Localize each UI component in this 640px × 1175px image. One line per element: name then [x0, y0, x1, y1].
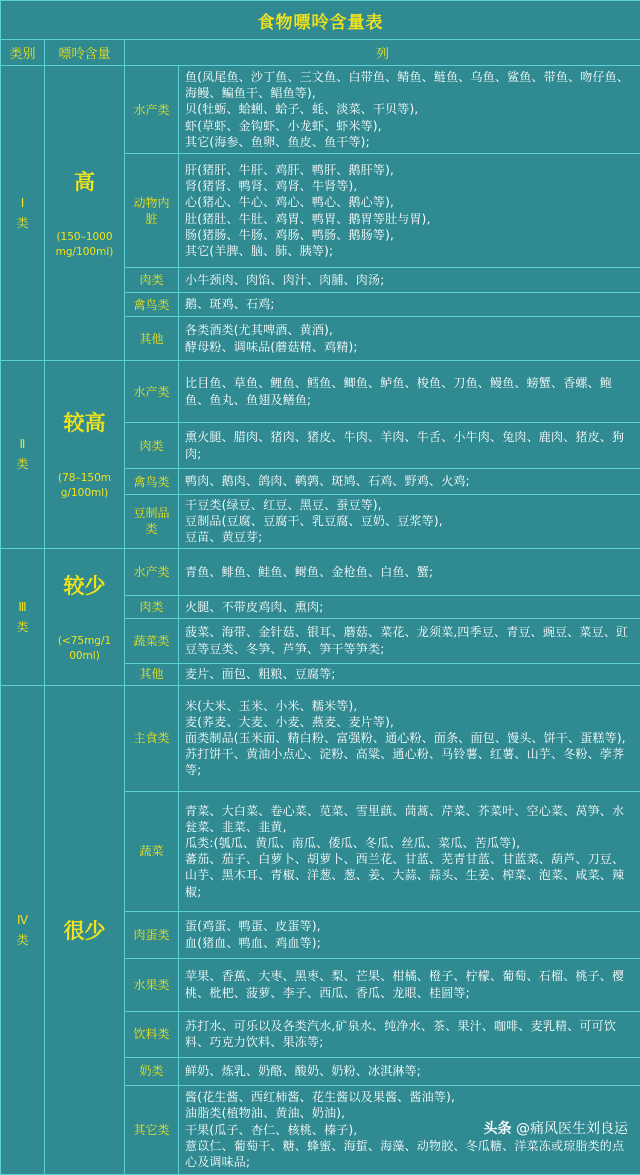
food-group-label: 主食类 — [125, 685, 179, 791]
food-list-cell — [179, 1057, 640, 1085]
food-list-line: 血(猪血、鸭血、鸡血等); — [185, 935, 636, 951]
food-list-line: 火腿、不带皮鸡肉、熏肉; — [185, 599, 636, 615]
food-list-line: 油脂类(植物油、黄油、奶油), — [185, 1105, 636, 1121]
food-list-line: 比目鱼、草鱼、鲤鱼、鳕鱼、鲫鱼、鲈鱼、梭鱼、刀鱼、鳗鱼、螃蟹、香螺、鲍鱼、鱼丸、鱼翅及鳝鱼; — [185, 375, 636, 407]
food-list-cell — [179, 1011, 640, 1057]
food-list-line: 酵母粉、调味品(蘑菇精、鸡精); — [185, 339, 636, 355]
food-list-line: 肾(猪肾、鸭肾、鸡肾、牛肾等), — [185, 178, 636, 194]
food-list-line: 瓜类:(瓠瓜、黄瓜、南瓜、倭瓜、冬瓜、丝瓜、菜瓜、苦瓜等), — [185, 835, 636, 851]
food-group-label: 肉类 — [125, 595, 179, 618]
table-row — [1, 66, 640, 154]
food-list-cell — [179, 317, 640, 361]
food-group-label: 动物内脏 — [125, 154, 179, 268]
food-group-label: 禽鸟类 — [125, 469, 179, 495]
food-list-line: 面类制品(玉米面、精白粉、富强粉、通心粉、面条、面包、馒头、饼干、蛋糕等), — [185, 730, 636, 746]
food-group-label: 禽鸟类 — [125, 293, 179, 317]
food-group-label: 其他 — [125, 317, 179, 361]
food-list-cell — [179, 361, 640, 423]
food-group-label: 肉蛋类 — [125, 911, 179, 958]
food-list-line: 鱼(凤尾鱼、沙丁鱼、三文鱼、白带鱼、鲭鱼、鲢鱼、乌鱼、鲨鱼、带鱼、吻仔鱼、海鳗、鳊鱼干、鲳鱼等), — [185, 69, 636, 101]
food-list-line: 鸭肉、鹅肉、鸽肉、鹌鹑、斑鸠、石鸡、野鸡、火鸡; — [185, 473, 636, 489]
watermark — [484, 1118, 628, 1138]
food-list-line: 薏苡仁、葡萄干、糖、蜂蜜、海蜇、海藻、动物胶、冬瓜糖、洋菜冻或琼脂类的点心及调味品; — [185, 1138, 636, 1170]
food-list-line: 肚(猪肚、牛肚、鸡胃、鸭胃、鹅胃等肚与胃), — [185, 211, 636, 227]
header-purine-content: 嘌呤含量 — [45, 40, 125, 66]
food-list-cell — [179, 293, 640, 317]
category-label: Ⅰ 类 — [1, 66, 45, 361]
purine-level-range: (<75mg/100ml) — [45, 634, 124, 664]
purine-level-name: 较高 — [45, 407, 124, 437]
watermark-account: @痛风医生刘良运 — [516, 1121, 628, 1137]
watermark-platform: 头条 — [484, 1121, 512, 1137]
food-group-label: 其它类 — [125, 1085, 179, 1174]
food-list-line: 其它(海参、鱼卵、鱼皮、鱼干等); — [185, 134, 636, 150]
food-list-cell — [179, 469, 640, 495]
food-list-cell — [179, 958, 640, 1011]
food-group-label: 水产类 — [125, 66, 179, 154]
food-list-cell — [179, 495, 640, 549]
purine-level-cell — [45, 66, 125, 361]
purine-level-range: (150–1000mg/100ml) — [45, 230, 124, 260]
food-list-line: 米(大米、玉米、小米、糯米等), — [185, 698, 636, 714]
purine-level-name: 高 — [45, 166, 124, 196]
food-list-cell — [179, 154, 640, 268]
category-label: Ⅳ 类 — [1, 685, 45, 1174]
food-list-line: 麦片、面包、粗粮、豆腐等; — [185, 666, 636, 682]
food-list-cell — [179, 268, 640, 293]
food-list-line: 贝(牡蛎、蛤蜊、蛤子、蚝、淡菜、干贝等), — [185, 101, 636, 117]
table-title: 食物嘌呤含量表 — [1, 1, 640, 40]
food-list-line: 蕃茄、茄子、白萝卜、胡萝卜、西兰花、甘蓝、芜青甘蓝、甘蓝菜、葫芦、刀豆、山芋、黑木耳、青椒、洋葱、葱、姜、大蒜、蒜头、生姜、榨菜、泡菜、咸菜、辣椒; — [185, 851, 636, 900]
food-list-cell — [179, 911, 640, 958]
food-group-label: 豆制品类 — [125, 495, 179, 549]
food-group-label: 水产类 — [125, 361, 179, 423]
food-list-line: 豆制品(豆腐、豆腐干、乳豆腐、豆奶、豆浆等), — [185, 513, 636, 529]
food-list-cell — [179, 548, 640, 595]
food-list-line: 青菜、大白菜、卷心菜、苋菜、雪里蕻、茼蒿、芹菜、芥菜叶、空心菜、莴笋、水瓮菜、韭菜、韭黄, — [185, 803, 636, 835]
food-list-cell — [179, 685, 640, 791]
food-group-label: 其他 — [125, 663, 179, 685]
purine-level-name: 较少 — [45, 570, 124, 600]
food-list-line: 其它(羊脾、脑、肺、胰等); — [185, 243, 636, 259]
food-group-label: 蔬菜类 — [125, 618, 179, 663]
food-list-line: 菠菜、海带、金针菇、银耳、蘑菇、菜花、龙须菜,四季豆、青豆、豌豆、菜豆、豇豆等豆类、冬笋、芦笋、笋干等笋类; — [185, 624, 636, 656]
food-list-line: 青鱼、鲱鱼、鲑鱼、鲥鱼、金枪鱼、白鱼、蟹; — [185, 564, 636, 580]
food-group-label: 水果类 — [125, 958, 179, 1011]
food-list-line: 苏打饼干、黄油小点心、淀粉、高粱、通心粉、马铃薯、红薯、山芋、冬粉、荸荠等; — [185, 746, 636, 778]
food-group-label: 肉类 — [125, 268, 179, 293]
purine-level-cell — [45, 361, 125, 549]
table-row — [1, 685, 640, 791]
header-category: 类别 — [1, 40, 45, 66]
purine-level-cell — [45, 548, 125, 685]
table-row — [1, 548, 640, 595]
food-list-line: 熏火腿、腊肉、猪肉、猪皮、牛肉、羊肉、牛舌、小牛肉、兔肉、鹿肉、猪皮、狗肉; — [185, 429, 636, 461]
food-list-line: 蛋(鸡蛋、鸭蛋、皮蛋等), — [185, 918, 636, 934]
food-group-label: 水产类 — [125, 548, 179, 595]
food-group-label: 奶类 — [125, 1057, 179, 1085]
food-list-cell — [179, 791, 640, 911]
purine-level-cell — [45, 685, 125, 1174]
food-list-line: 苹果、香蕉、大枣、黑枣、梨、芒果、柑橘、橙子、柠檬、葡萄、石榴、桃子、樱桃、枇杷、菠萝、李子、西瓜、香瓜、龙眼、桂圆等; — [185, 968, 636, 1000]
food-list-line: 干果(瓜子、杏仁、核桃、榛子), — [185, 1122, 636, 1138]
food-list-cell — [179, 663, 640, 685]
food-list-cell — [179, 66, 640, 154]
food-list-line: 鲜奶、炼乳、奶酪、酸奶、奶粉、冰淇淋等; — [185, 1063, 636, 1079]
food-list-line: 肠(猪肠、牛肠、鸡肠、鸭肠、鹅肠等), — [185, 227, 636, 243]
food-list-line: 小牛颈肉、肉馅、肉汁、肉脯、肉汤; — [185, 272, 636, 288]
header-list: 列 — [125, 40, 640, 66]
food-list-line: 酱(花生酱、西红柿酱、花生酱以及果酱、酱油等), — [185, 1089, 636, 1105]
food-list-line: 虾(草虾、金钩虾、小龙虾、虾米等), — [185, 118, 636, 134]
food-list-cell — [179, 618, 640, 663]
food-group-label: 肉类 — [125, 423, 179, 469]
food-list-cell — [179, 595, 640, 618]
food-group-label: 饮料类 — [125, 1011, 179, 1057]
food-list-line: 干豆类(绿豆、红豆、黑豆、蚕豆等), — [185, 497, 636, 513]
category-label: Ⅲ 类 — [1, 548, 45, 685]
food-list-line: 苏打水、可乐以及各类汽水,矿泉水、纯净水、茶、果汁、咖啡、麦乳精、可可饮料、巧克力饮料、果冻等; — [185, 1018, 636, 1050]
food-list-line: 麦(荞麦、大麦、小麦、燕麦、麦片等), — [185, 714, 636, 730]
table-row — [1, 361, 640, 423]
purine-level-name: 很少 — [45, 915, 124, 945]
purine-level-range: (78–150mg/100ml) — [45, 471, 124, 501]
food-list-line: 各类酒类(尤其啤酒、黄酒), — [185, 322, 636, 338]
food-group-label: 蔬菜 — [125, 791, 179, 911]
food-list-line: 鹅、斑鸡、石鸡; — [185, 296, 636, 312]
food-list-line: 肝(猪肝、牛肝、鸡肝、鸭肝、鹅肝等), — [185, 162, 636, 178]
category-label: Ⅱ 类 — [1, 361, 45, 549]
food-list-line: 豆苗、黄豆芽; — [185, 529, 636, 545]
food-list-cell — [179, 423, 640, 469]
food-list-line: 心(猪心、牛心、鸡心、鸭心、鹅心等), — [185, 194, 636, 210]
